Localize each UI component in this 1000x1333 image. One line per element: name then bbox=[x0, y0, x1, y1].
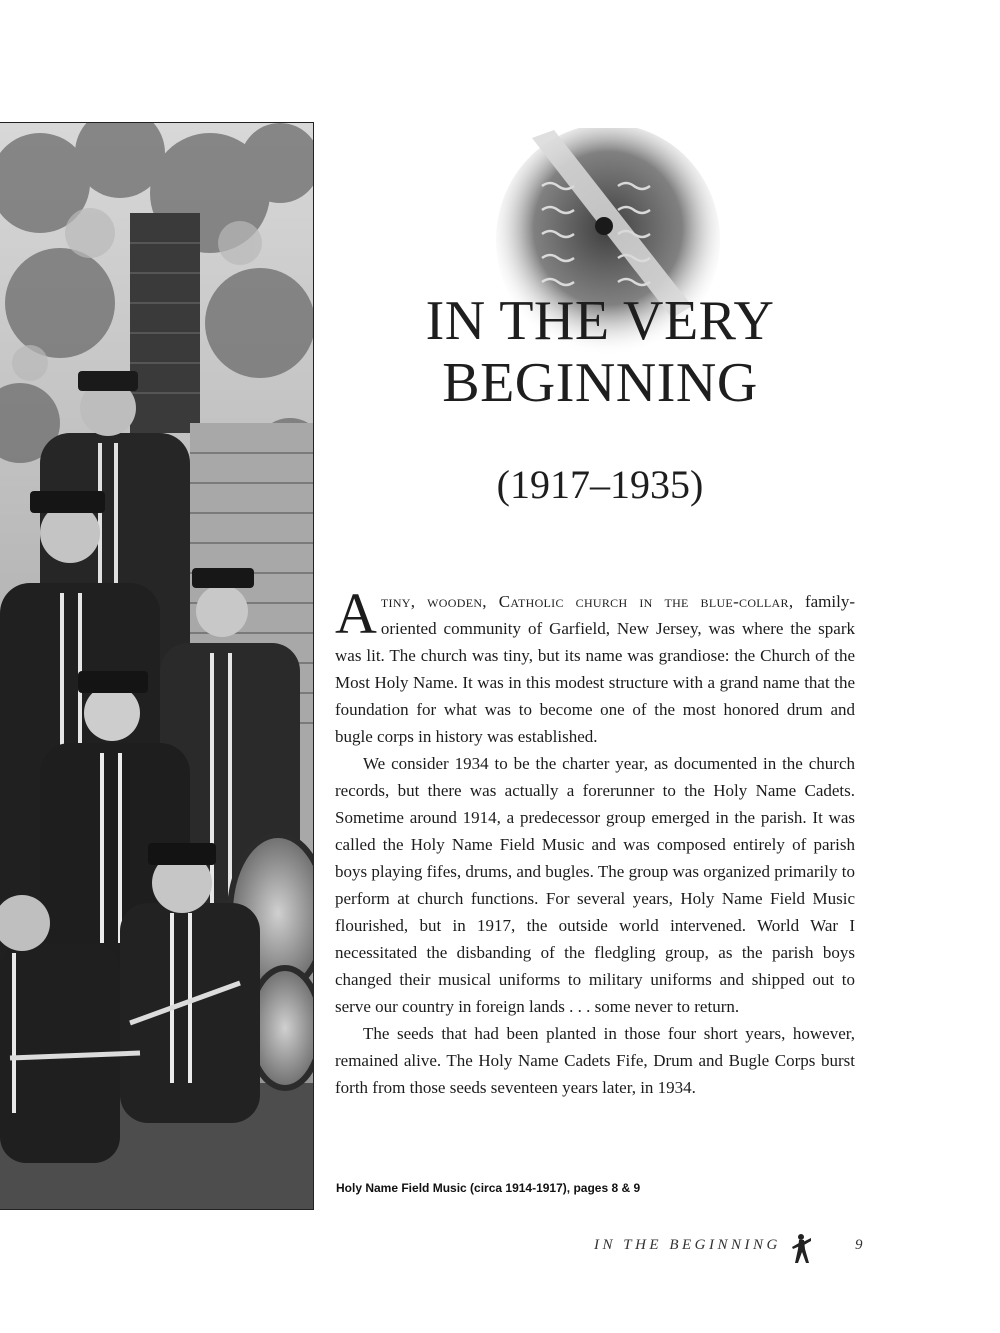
paragraph-3: The seeds that had been planted in those four short years, however, remained alive. The Holy Name Cadets Fife, Drum and Bugle Corps burst forth from those seeds seventeen years later, in 1934. bbox=[335, 1024, 855, 1097]
paragraph-1-lead: tiny, wooden, Catholic church in the blue-collar, bbox=[380, 592, 794, 611]
drop-cap: A bbox=[335, 581, 377, 646]
photo-caption: Holy Name Field Music (circa 1914-1917), pages 8 & 9 bbox=[336, 1181, 641, 1195]
band-photo bbox=[0, 122, 314, 1210]
page-number: 9 bbox=[855, 1237, 863, 1253]
chapter-title bbox=[330, 290, 870, 414]
chapter-title-line2: BEGINNING bbox=[442, 352, 758, 414]
chapter-title-line1: IN THE VERY bbox=[425, 290, 775, 352]
paragraph-1 bbox=[335, 581, 855, 750]
running-title: IN THE BEGINNING bbox=[594, 1237, 781, 1253]
chapter-dates: (1917–1935) bbox=[496, 462, 704, 507]
body-text bbox=[335, 581, 855, 1101]
paragraph-2: We consider 1934 to be the charter year, as documented in the church records, but there was actually a forerunner to the Holy Name Cadets. Sometime around 1914, a predecessor group emerged in the parish. It was called the Holy Name Field Music and was composed entirely of parish boys playing fifes, drums, and bugles. The group was organized primarily to perform at church functions. For several years, Holy Name Field Music flourished, but in 1917, the outside world intervened. World War I necessitated the disbanding of the fledgling group, as the parish boys changed their musical uniforms to military uniforms and shipped out to serve our country in foreign lands . . . some never to return. bbox=[335, 754, 855, 1016]
paragraph-1-text: family-oriented community of Garfield, New Jersey, was where the spark was lit. The church was tiny, but its name was grandiose: the Church of the Most Holy Name. It was in this modest structure with a grand name that the foundation for what was to become one of the most honored drum and bugle corps in history was established. bbox=[335, 592, 855, 746]
bugler-icon bbox=[790, 1233, 812, 1265]
